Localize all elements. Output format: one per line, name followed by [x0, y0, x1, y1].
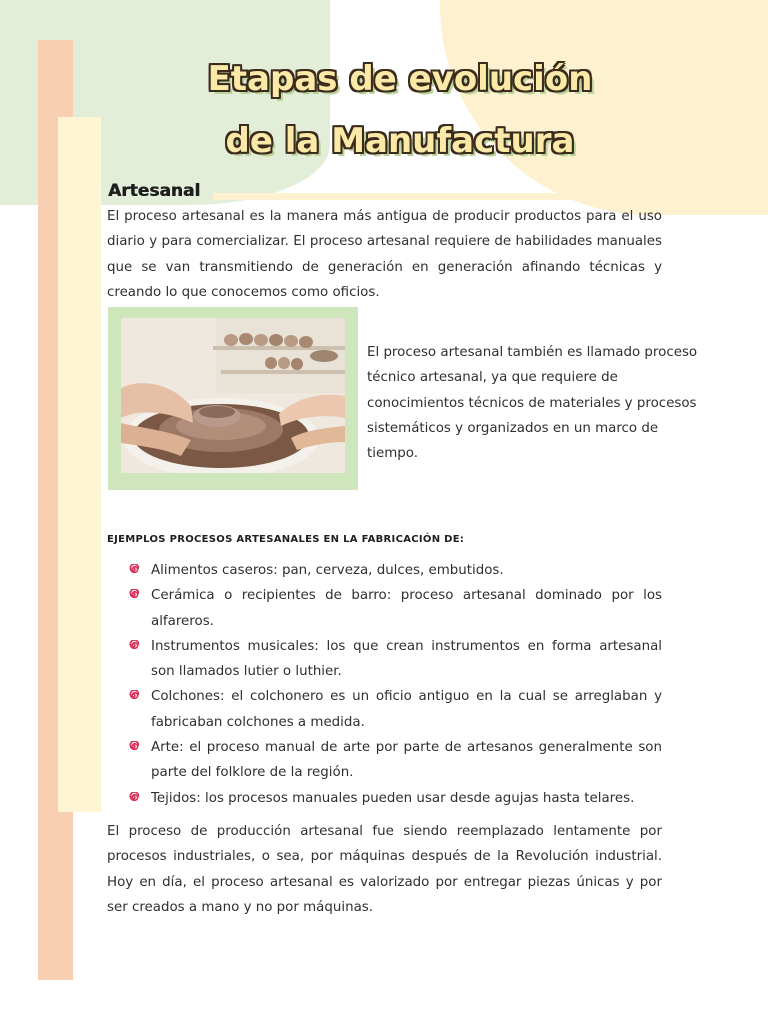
decorative-cream-edge [700, 0, 768, 215]
swirl-bullet-icon [128, 792, 139, 803]
section-heading-underline [213, 193, 768, 200]
list-item-text: Cerámica o recipientes de barro: proceso artesanal dominado por los alfareros. [151, 588, 662, 629]
conclusion-paragraph: El proceso de producción artesanal fue siendo reemplazado lentamente por procesos industriales, o sea, por máquinas después de la Revolución industrial. Hoy en día, el proceso artesanal es valorizado por entregar piezas únicas y por ser creados a mano y no por máquinas. [107, 824, 662, 915]
examples-list [128, 558, 662, 811]
list-item-text: Alimentos caseros: pan, cerveza, dulces, embutidos. [151, 563, 504, 578]
list-item [128, 684, 662, 735]
section-heading: Artesanal [108, 181, 201, 201]
pottery-illustration [121, 318, 345, 473]
decorative-yellow-bar [58, 117, 101, 812]
list-item [128, 558, 662, 583]
swirl-bullet-icon [128, 564, 139, 575]
photo-side-paragraph: El proceso artesanal también es llamado proceso técnico artesanal, ya que requiere de conocimientos técnicos de materiales y procesos sistemáticos y organizados en un marco de tiempo. [367, 345, 698, 462]
list-item [128, 583, 662, 634]
pottery-wheel-photo [121, 318, 345, 473]
list-item-text: Instrumentos musicales: los que crean instrumentos en forma artesanal son llamados lutier o luthier. [151, 638, 662, 680]
list-item [128, 786, 662, 811]
list-item-text: Arte: el proceso manual de arte por parte de artesanos generalmente son parte del folklore de la región. [151, 740, 662, 781]
swirl-bullet-icon [128, 589, 139, 600]
page-title [130, 48, 670, 172]
swirl-bullet-icon [128, 640, 139, 651]
list-item-text: Tejidos: los procesos manuales pueden usar desde agujas hasta telares. [151, 790, 635, 806]
swirl-bullet-icon [128, 690, 139, 701]
examples-heading: EJEMPLOS PROCESOS ARTESANALES EN LA FABRICACIÓN DE: [107, 534, 465, 545]
page-title-line-2: de la Manufactura [225, 121, 575, 161]
intro-paragraph: El proceso artesanal es la manera más antigua de producir productos para el uso diario y para comercializar. El proceso artesanal requiere de habilidades manuales que se van transmitiendo de generación en generación afinando técnicas y creando lo que conocemos como oficios. [107, 209, 662, 300]
page-title-line-1: Etapas de evolución [207, 59, 593, 99]
list-item-text: Colchones: el colchonero es un oficio antiguo en la cual se arreglaban y fabricaban colchones a medida. [151, 689, 662, 730]
swirl-bullet-icon [128, 741, 139, 752]
list-item [128, 634, 662, 685]
list-item [128, 735, 662, 786]
